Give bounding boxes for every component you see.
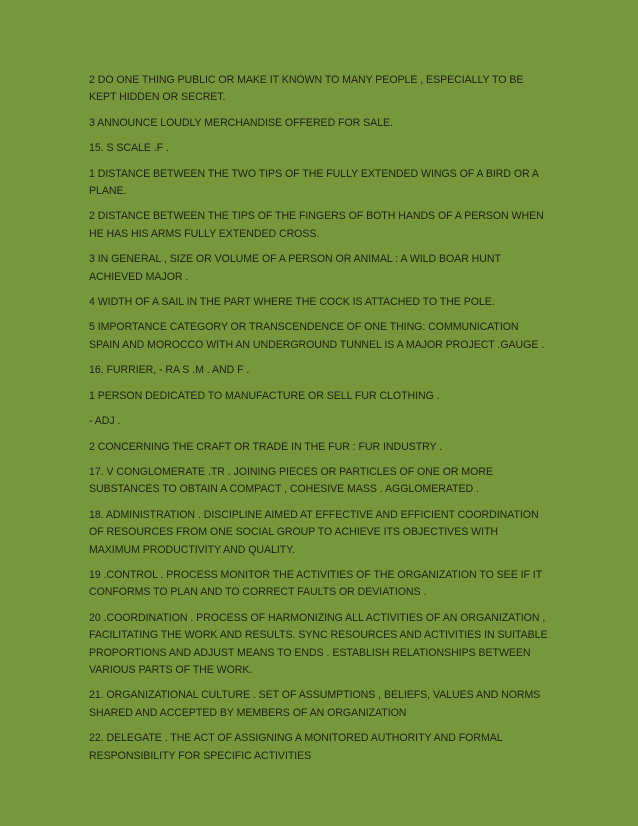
paragraph: 2 CONCERNING THE CRAFT OR TRADE IN THE FUR : FUR INDUSTRY . [89,440,443,453]
paragraph: 5 IMPORTANCE CATEGORY OR TRANSCENDENCE OF ONE THING: COMMUNICATION SPAIN AND MOROCCO WITH AN UNDERGROUND TUNNEL IS A MAJOR PROJECT .GAUGE . [89,321,545,351]
paragraph: 1 DISTANCE BETWEEN THE TWO TIPS OF THE FULLY EXTENDED WINGS OF A BIRD OR A PLANE. [89,167,539,198]
paragraph: 2 DISTANCE BETWEEN THE TIPS OF THE FINGERS OF BOTH HANDS OF A PERSON WHEN HE HAS HIS ARMS FULLY EXTENDED CROSS. [89,210,544,240]
paragraph: 19 .CONTROL . PROCESS MONITOR THE ACTIVITIES OF THE ORGANIZATION TO SEE IF IT CONFORMS TO PLAN AND TO CORRECT FAULTS OR DEVIATIONS . [89,568,542,599]
paragraph: 4 WIDTH OF A SAIL IN THE PART WHERE THE COCK IS ATTACHED TO THE POLE. [89,296,495,309]
document-page [89,72,551,773]
paragraph: 18. ADMINISTRATION . DISCIPLINE AIMED AT EFFECTIVE AND EFFICIENT COORDINATION OF RESOURCES FROM ONE SOCIAL GROUP TO ACHIEVE ITS OBJECTIVES WITH MAXIMUM PRODUCTIVITY AND QUALITY. [89,508,539,556]
paragraph: 3 IN GENERAL , SIZE OR VOLUME OF A PERSON OR ANIMAL : A WILD BOAR HUNT ACHIEVED MAJOR . [89,253,501,283]
paragraph: 1 PERSON DEDICATED TO MANUFACTURE OR SELL FUR CLOTHING . [89,389,440,402]
paragraph: 15. S SCALE .F . [89,142,169,155]
paragraph: 16. FURRIER, - RA S .M . AND F . [89,364,250,377]
paragraph: 22. DELEGATE . THE ACT OF ASSIGNING A MONITORED AUTHORITY AND FORMAL RESPONSIBILITY FOR SPECIFIC ACTIVITIES [89,732,503,762]
paragraph: 2 DO ONE THING PUBLIC OR MAKE IT KNOWN TO MANY PEOPLE , ESPECIALLY TO BE KEPT HIDDEN OR SECRET. [89,74,524,104]
paragraph: 21. ORGANIZATIONAL CULTURE . SET OF ASSUMPTIONS , BELIEFS, VALUES AND NORMS SHARED AND ACCEPTED BY MEMBERS OF AN ORGANIZATION [89,689,541,719]
paragraph: 3 ANNOUNCE LOUDLY MERCHANDISE OFFERED FOR SALE. [89,116,393,129]
paragraph: - ADJ . [89,415,121,428]
paragraph: 20 .COORDINATION . PROCESS OF HARMONIZING ALL ACTIVITIES OF AN ORGANIZATION , FACILITATING THE WORK AND RESULTS. SYNC RESOURCES AND ACTIVITIES IN SUITABLE PROPORTIONS AND ADJUST MEANS TO ENDS . ESTABLISH RELATIONSHIPS BETWEEN VARIOUS PARTS OF THE WORK. [89,611,548,676]
paragraph: 17. V CONGLOMERATE .TR . JOINING PIECES OR PARTICLES OF ONE OR MORE SUBSTANCES TO OBTAIN A COMPACT , COHESIVE MASS . AGGLOMERATED . [89,465,493,496]
